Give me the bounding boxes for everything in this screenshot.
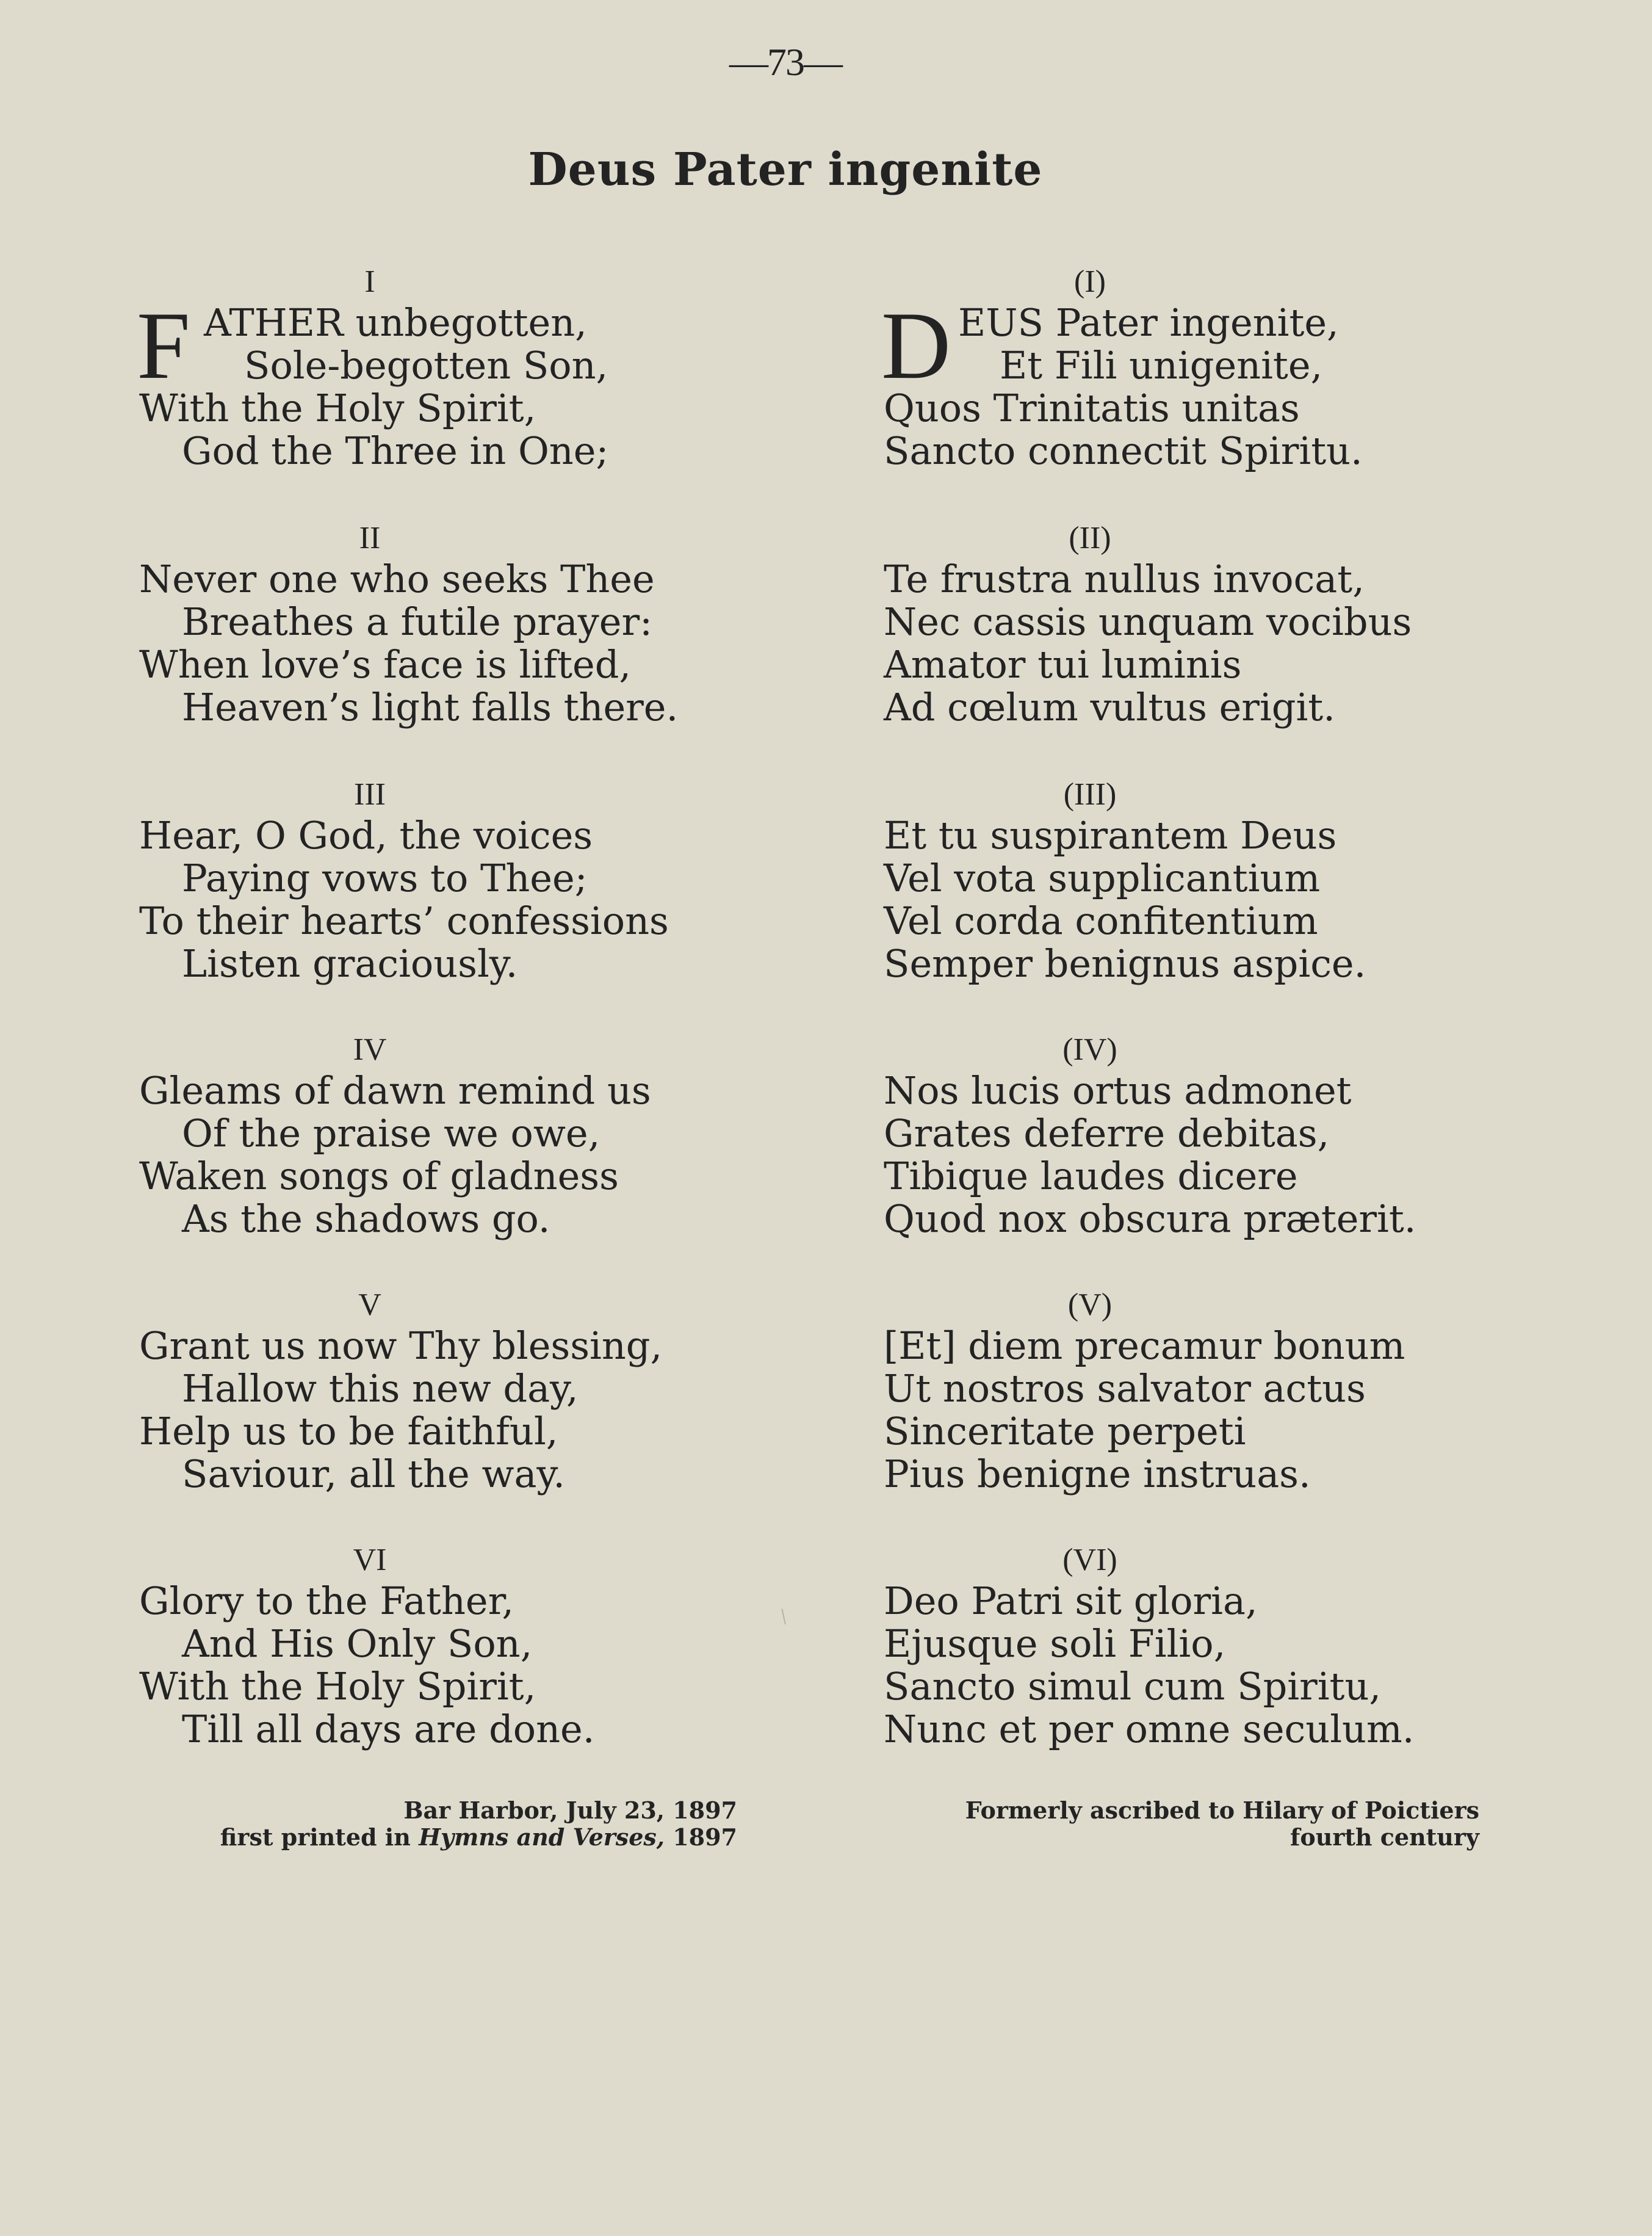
verse-line: Till all days are done. xyxy=(182,1707,595,1751)
stanza-numeral: (V) xyxy=(1067,1287,1113,1322)
verse-line: Sinceritate perpeti xyxy=(884,1409,1246,1453)
verse-line: Et tu suspirantem Deus xyxy=(884,813,1337,858)
verse-line: Tibique laudes dicere xyxy=(884,1154,1298,1198)
verse-line: Vel corda confitentium xyxy=(884,899,1318,943)
verse-line: Pius benigne instruas. xyxy=(884,1452,1311,1496)
drop-cap: D xyxy=(881,292,951,399)
verse-line: With the Holy Spirit, xyxy=(139,386,536,430)
english-attribution xyxy=(139,1797,737,1851)
verse-line: Paying vows to Thee; xyxy=(182,856,588,900)
verse-line: Grates deferre debitas, xyxy=(884,1111,1330,1156)
attribution-line: fourth century xyxy=(1290,1823,1479,1851)
attribution-line xyxy=(139,1824,737,1851)
page-title: Deus Pater ingenite xyxy=(528,143,1043,196)
verse-line: Sancto connectit Spiritu. xyxy=(884,429,1363,473)
stanza-numeral: (II) xyxy=(1069,521,1111,555)
verse-line: Of the praise we owe, xyxy=(182,1111,601,1156)
stanza-numeral: (IV) xyxy=(1062,1032,1117,1067)
book-title: Hymns and Verses, xyxy=(419,1823,665,1851)
latin-attribution xyxy=(884,1797,1479,1851)
stanza-numeral: IV xyxy=(353,1032,387,1067)
page-number: —73— xyxy=(729,40,842,84)
verse-line: Nunc et per omne seculum. xyxy=(884,1707,1415,1751)
verse-line: Quos Trinitatis unitas xyxy=(884,386,1300,430)
stanza-numeral: VI xyxy=(353,1543,387,1577)
verse-line-text: EUS Pater ingenite, xyxy=(958,300,1339,345)
stanza-numeral: (I) xyxy=(1074,264,1106,299)
verse-line: Nos lucis ortus admonet xyxy=(884,1068,1352,1113)
verse-line: Et Fili unigenite, xyxy=(1000,343,1323,388)
verse-line-text: ATHER unbegotten, xyxy=(204,300,587,345)
verse-line: Grant us now Thy blessing, xyxy=(139,1323,663,1368)
verse-line: With the Holy Spirit, xyxy=(139,1664,536,1709)
verse-line: [Et] diem precamur bonum xyxy=(884,1323,1405,1368)
stanza-numeral: (III) xyxy=(1063,777,1117,812)
verse-line: Listen graciously. xyxy=(182,941,518,986)
verse-line: Ut nostros salvator actus xyxy=(884,1366,1366,1411)
attribution-line: Formerly ascribed to Hilary of Poictiers xyxy=(965,1796,1479,1824)
verse-line: Vel vota supplicantium xyxy=(884,856,1321,900)
stanza-numeral: (VI) xyxy=(1062,1543,1117,1577)
verse-line: Waken songs of gladness xyxy=(139,1154,619,1198)
verse-line: Glory to the Father, xyxy=(139,1579,514,1623)
verse-line: Te frustra nullus invocat, xyxy=(884,557,1365,601)
verse-line: Amator tui luminis xyxy=(884,642,1242,687)
verse-line: Never one who seeks Thee xyxy=(139,557,655,601)
verse-line: Hear, O God, the voices xyxy=(139,813,593,858)
verse-line: To their hearts’ confessions xyxy=(139,899,669,943)
drop-cap: F xyxy=(137,292,190,399)
verse-line: Sole-begotten Son, xyxy=(244,343,608,388)
verse-line: As the shadows go. xyxy=(182,1196,550,1241)
verse-line: Quod nox obscura præterit. xyxy=(884,1196,1416,1241)
verse-line: Hallow this new day, xyxy=(182,1366,579,1411)
verse-line: And His Only Son, xyxy=(182,1621,533,1666)
verse-line: Sancto simul cum Spiritu, xyxy=(884,1664,1382,1709)
verse-line: Ejusque soli Filio, xyxy=(884,1621,1226,1666)
attribution-prefix: first printed in xyxy=(220,1823,419,1851)
verse-line: Ad cœlum vultus erigit. xyxy=(884,685,1335,729)
verse-line: God the Three in One; xyxy=(182,429,609,473)
stanza-numeral: III xyxy=(354,777,386,812)
verse-line: Gleams of dawn remind us xyxy=(139,1068,651,1113)
verse-line: Help us to be faithful, xyxy=(139,1409,558,1453)
verse-line: Nec cassis unquam vocibus xyxy=(884,599,1412,644)
verse-line: Deo Patri sit gloria, xyxy=(884,1579,1258,1623)
verse-line: Semper benignus aspice. xyxy=(884,941,1366,986)
attribution-suffix: 1897 xyxy=(665,1823,737,1851)
stanza-numeral: V xyxy=(358,1287,381,1322)
pencil-mark xyxy=(781,1607,793,1624)
attribution-line: Bar Harbor, July 23, 1897 xyxy=(403,1796,737,1824)
stanza-numeral: I xyxy=(364,264,375,299)
verse-line: Breathes a futile prayer: xyxy=(182,599,652,644)
verse-line: Heaven’s light falls there. xyxy=(182,685,679,729)
stanza-numeral: II xyxy=(359,521,381,555)
verse-line: When love’s face is lifted, xyxy=(139,642,632,687)
verse-line: Saviour, all the way. xyxy=(182,1452,565,1496)
